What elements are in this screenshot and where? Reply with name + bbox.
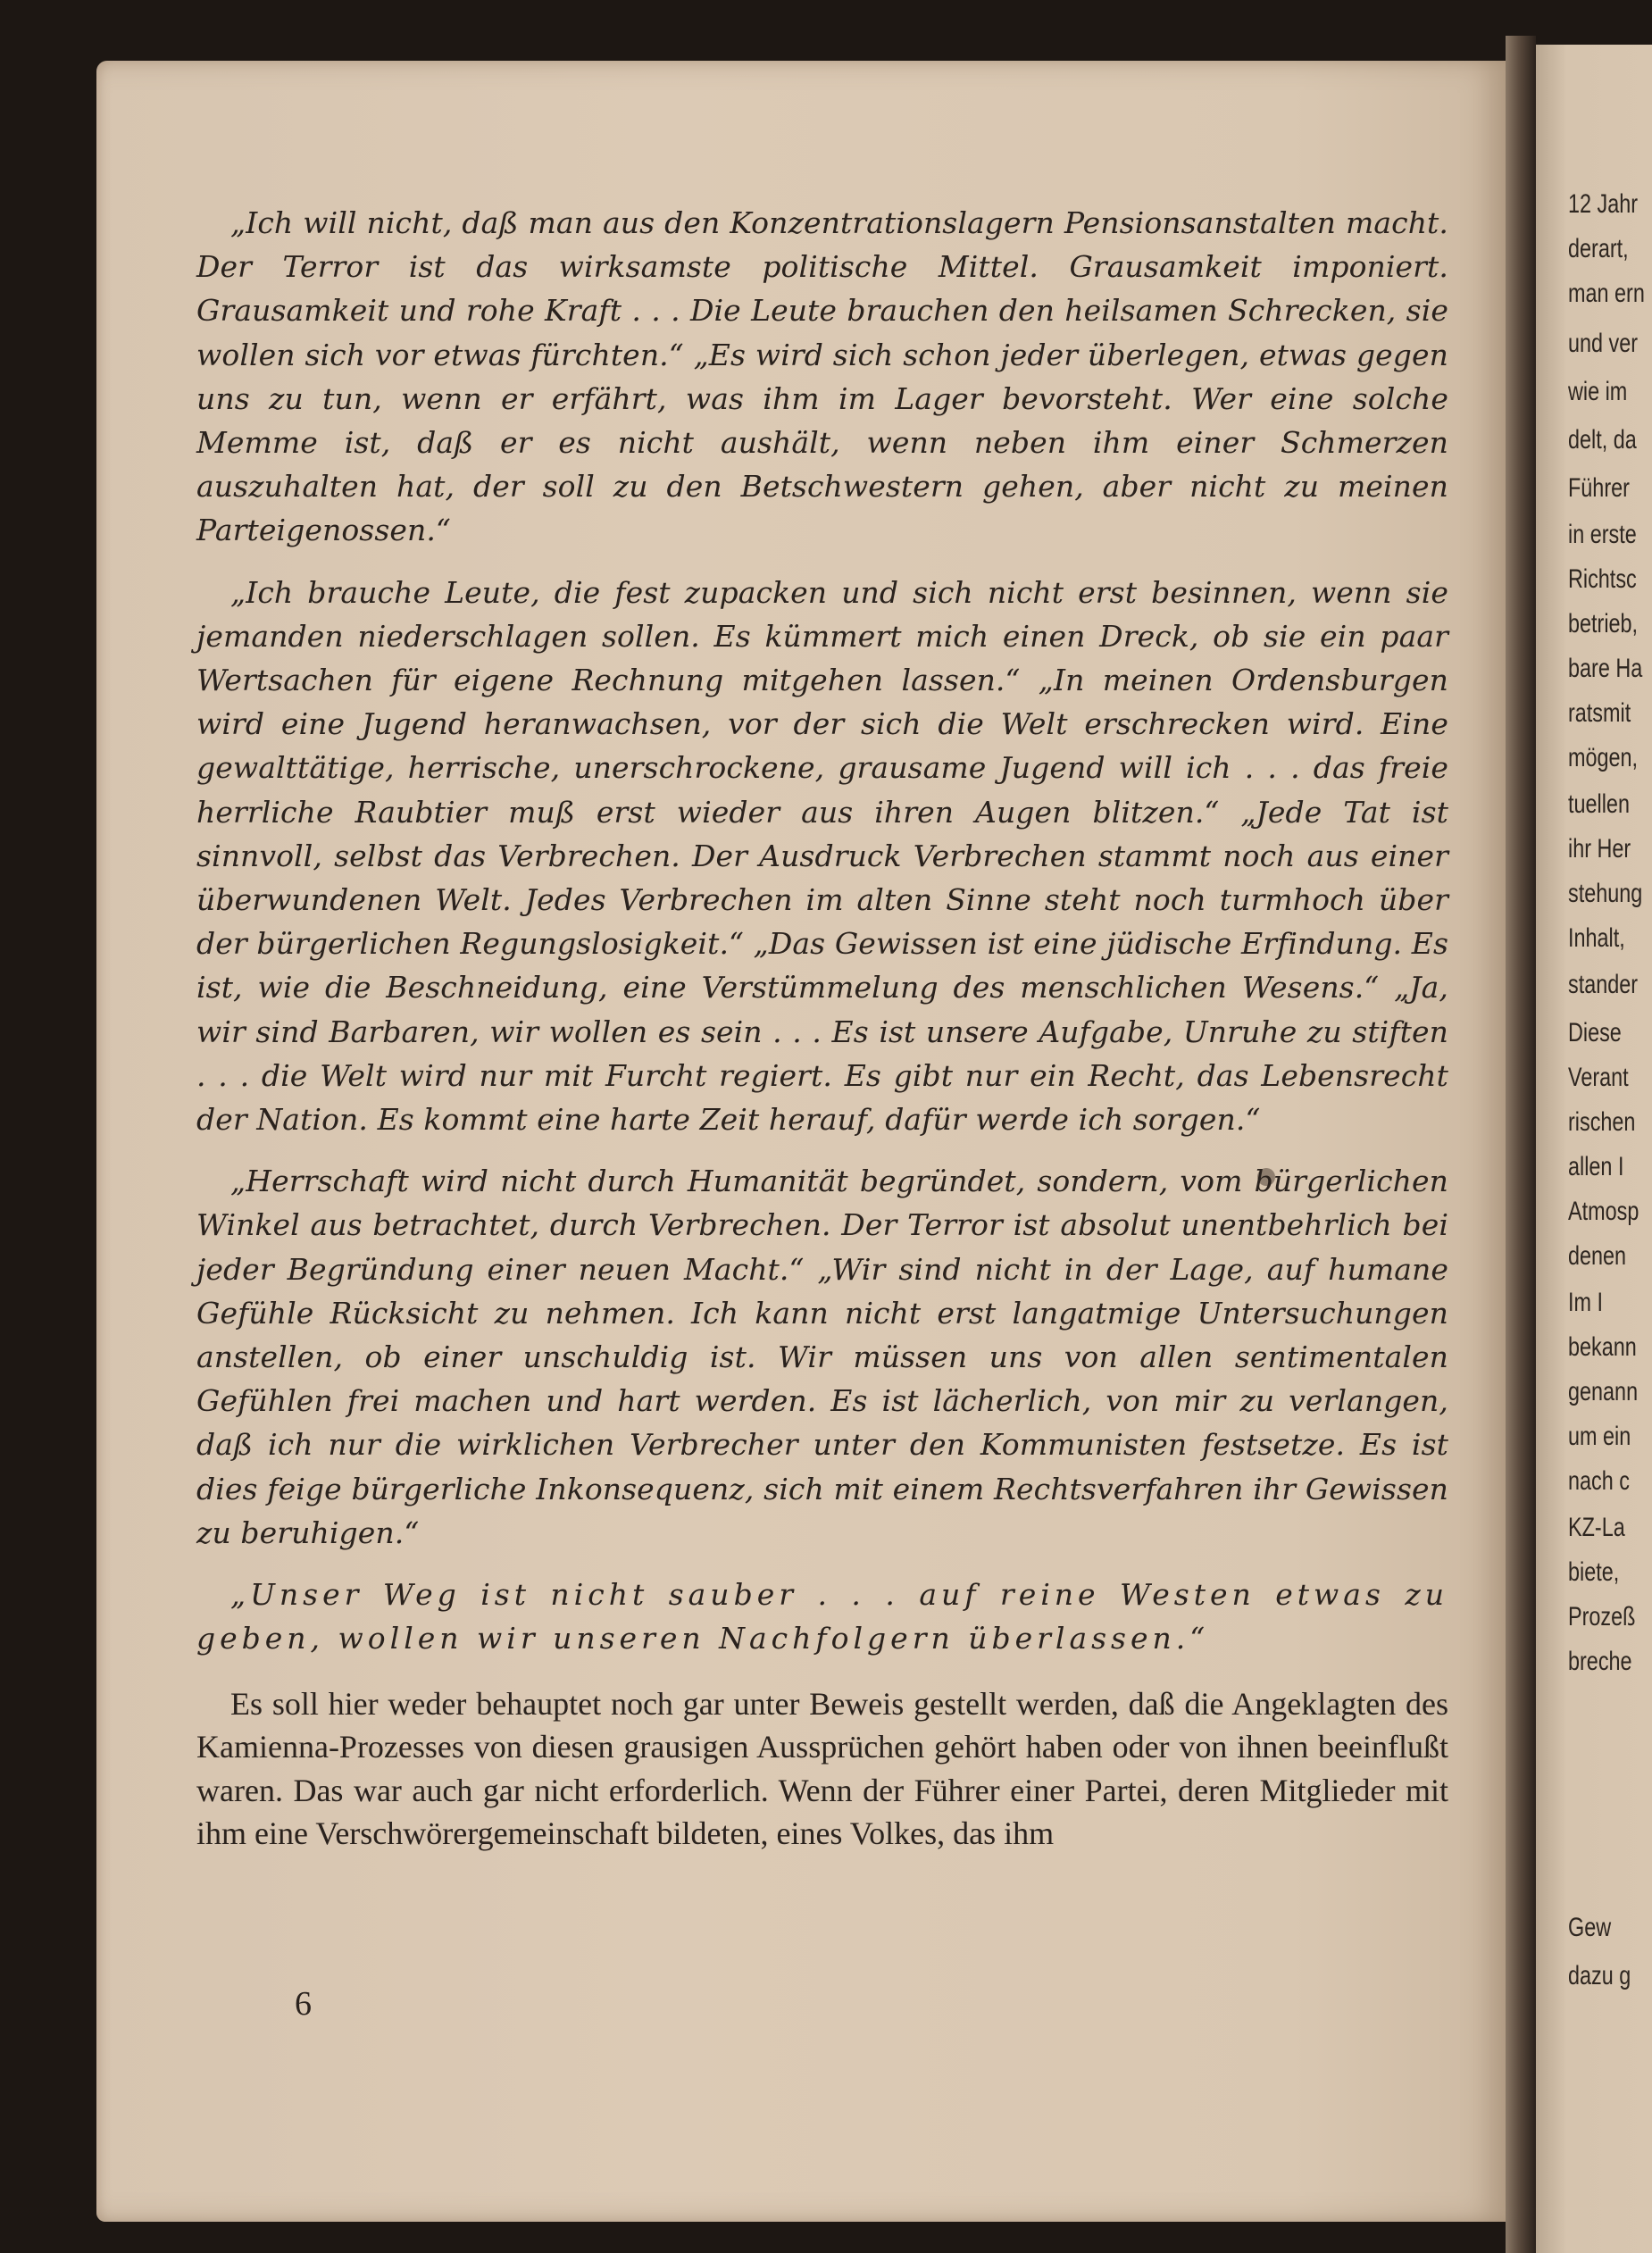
quote-paragraph-3: „Herrschaft wird nicht durch Humanität begründet, sondern, vom bürgerlichen Winkel aus betrachtet, durch Verbrechen. Der Terror ist absolut unentbehrlich bei jeder Begründung einer neuen Macht.“ „Wir sind nicht in der Lage, auf humane Gefühle Rücksicht zu nehmen. Ich kann nicht erst langatmige Untersuchungen anstellen, ob einer unschuldig ist. Wir müssen uns von allen sentimentalen Gefühlen frei machen und hart werden. Es ist lächerlich, von mir zu verlangen, daß ich nur die wirklichen Verbrecher unter den Kommunisten festsetze. Es ist dies feige bürgerliche Inkonsequenz, sich mit einem Rechtsverfahren ihr Gewissen zu beruhigen.“ [196, 1164, 1448, 1550]
next-page-line-fragment: tuellen [1568, 789, 1630, 819]
next-page-line-fragment: betrieb, [1568, 609, 1639, 638]
right-book-page-edge [1536, 45, 1652, 2253]
next-page-line-fragment: und ver [1568, 329, 1639, 358]
next-page-line-fragment: KZ-La [1568, 1513, 1625, 1542]
page-body-text [196, 201, 1448, 1856]
next-page-line-fragment: man ern [1568, 279, 1645, 308]
next-page-line-fragment: mögen, [1568, 743, 1639, 772]
next-page-line-fragment: bare Ha [1568, 654, 1643, 683]
next-page-line-fragment: biete, [1568, 1557, 1620, 1587]
next-page-line-fragment: rischen [1568, 1107, 1636, 1137]
next-page-line-fragment: um ein [1568, 1422, 1631, 1451]
next-page-line-fragment: dazu g [1568, 1961, 1631, 1990]
book-gutter-shadow [1506, 36, 1536, 2253]
page-number: 6 [295, 1985, 312, 2023]
next-page-line-fragment: Inhalt, [1568, 923, 1625, 953]
quote-paragraph-2: „Ich brauche Leute, die fest zupacken und sich nicht erst besinnen, wenn sie jemanden niederschlagen sollen. Es kümmert mich einen Dreck, ob sie ein paar Wertsachen für eigene Rechnung mitgehen lassen.“ „In meinen Ordensburgen wird eine Jugend heranwachsen, vor der sich die Welt erschrecken wird. Eine gewalttätige, herrische, unerschrockene, grausame Jugend will ich . . . das freie herrliche Raubtier muß erst wieder aus ihren Augen blitzen.“ „Jede Tat ist sinnvoll, selbst das Verbrechen. Der Ausdruck Verbrechen stammt noch aus einer überwundenen Welt. Jedes Verbrechen im alten Sinne steht noch turmhoch über der bürgerlichen Regungslosigkeit.“ „Das Gewissen ist eine jüdische Erfindung. Es ist, wie die Beschneidung, eine Verstümmelung des menschlichen Wesens.“ „Ja, wir sind Barbaren, wir wollen es sein . . . Es ist unsere Aufgabe, Unruhe zu stiften . . . die Welt wird nur mit Furcht regiert. Es gibt nur ein Recht, das Lebensrecht der Nation. Es kommt eine harte Zeit herauf, dafür werde ich sorgen.“ [196, 574, 1448, 1138]
next-page-line-fragment: Verant [1568, 1063, 1629, 1092]
quote-paragraph-4: „Unser Weg ist nicht sauber . . . auf reine Westen etwas zu geben, wollen wir unseren Nachfolgern überlassen.“ [196, 1577, 1448, 1656]
next-page-line-fragment: bekann [1568, 1332, 1637, 1362]
next-page-line-fragment: Richtsc [1568, 564, 1637, 594]
next-page-line-fragment: denen [1568, 1241, 1627, 1271]
body-paragraph: Es soll hier weder behauptet noch gar unter Beweis gestellt werden, daß die Angeklagten des Kamienna-Prozesses von diesen grausigen Aussprüchen gehört haben oder von ihnen beeinflußt waren. Das war auch gar nicht erforderlich. Wenn der Führer einer Partei, deren Mitglieder mit ihm eine Verschwörergemeinschaft bildeten, eines Volkes, das ihm [196, 1685, 1448, 1851]
next-page-line-fragment: Prozeß [1568, 1602, 1636, 1631]
next-page-line-fragment: delt, da [1568, 425, 1637, 455]
next-page-line-fragment: wie im [1568, 377, 1628, 406]
next-page-line-fragment: ihr Her [1568, 834, 1631, 864]
next-page-line-fragment: derart, [1568, 234, 1629, 263]
next-page-line-fragment: nach c [1568, 1466, 1630, 1496]
next-page-line-fragment: Atmosp [1568, 1197, 1639, 1226]
next-page-line-fragment: ratsmit [1568, 698, 1631, 728]
next-page-line-fragment: in erste [1568, 520, 1637, 549]
next-page-line-fragment: Führer [1568, 473, 1630, 503]
next-page-line-fragment: genann [1568, 1377, 1639, 1406]
next-page-line-fragment: stander [1568, 970, 1639, 999]
next-page-line-fragment: Im I [1568, 1288, 1603, 1317]
next-page-line-fragment: Gew [1568, 1913, 1612, 1942]
next-page-line-fragment: breche [1568, 1647, 1632, 1676]
next-page-line-fragment: allen I [1568, 1152, 1624, 1181]
next-page-line-fragment: Diese [1568, 1018, 1622, 1047]
quote-paragraph-1: „Ich will nicht, daß man aus den Konzentrationslagern Pensionsanstalten macht. Der Terror ist das wirksamste politische Mittel. Grausamkeit imponiert. Grausamkeit und rohe Kraft . . . Die Leute brauchen den heilsamen Schrecken, sie wollen sich vor etwas fürchten.“ „Es wird sich schon jeder überlegen, etwas gegen uns zu tun, wenn er erfährt, was ihm im Lager bevorsteht. Wer eine solche Memme ist, daß er es nicht aushält, wenn neben ihm einer Schmerzen auszuhalten hat, der soll zu den Betschwestern gehen, aber nicht zu meinen Parteigenossen.“ [196, 205, 1448, 548]
next-page-line-fragment: 12 Jahr [1568, 189, 1639, 219]
next-page-line-fragment: stehung [1568, 879, 1643, 908]
